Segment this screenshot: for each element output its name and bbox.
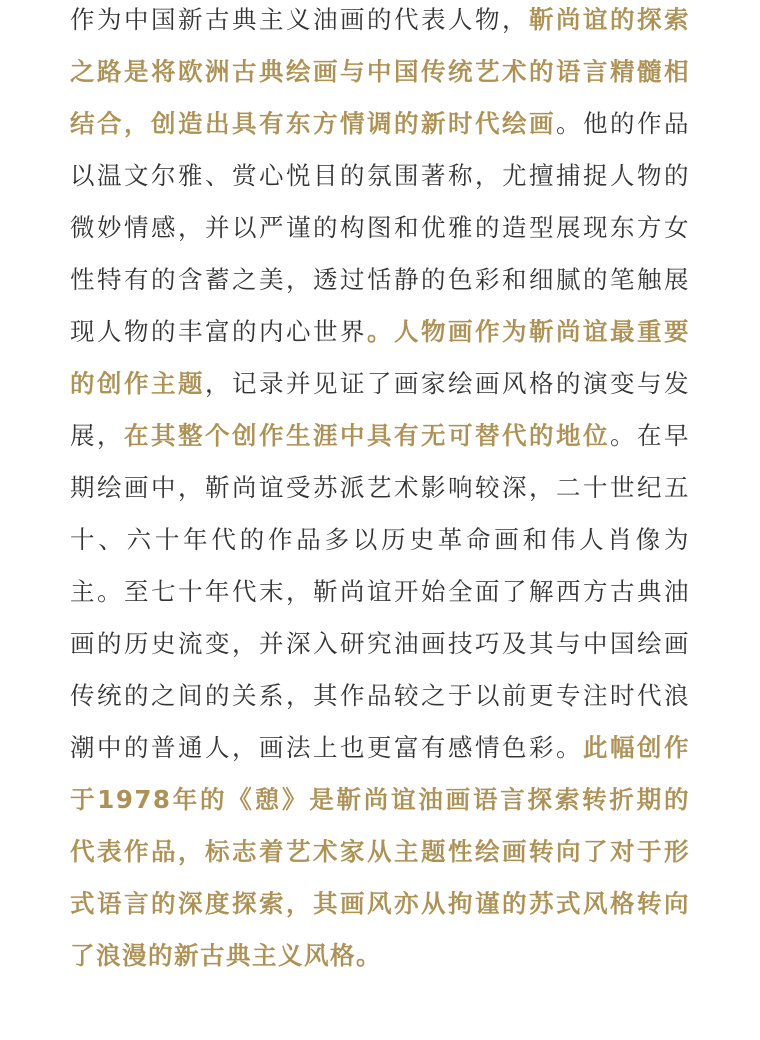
highlighted-text-segment: 此幅创作于1978年的《憩》是靳尚谊油画语言探索转折期的代表作品，标志着艺术家从主题性绘画转向了对于形式语言的深度探索，其画风亦从拘谨的苏式风格转向了浪漫的新古典主义风格。: [70, 733, 690, 970]
text-segment: 。他的作品以温文尔雅、赏心悦目的氛围著称，尤擅捕捉人物的微妙情感，并以严谨的构图和优雅的造型展现东方女性特有的含蓄之美，透过恬静的色彩和细腻的笔触展现人物的丰富的内心世界: [70, 109, 690, 346]
highlighted-text-segment: 靳尚谊的探索之路是将欧洲古典绘画与中国传统艺术的语言精髓相结合，创造出具有东方情调的新时代绘画: [70, 5, 690, 138]
text-segment: 。在早期绘画中，靳尚谊受苏派艺术影响较深，二十世纪五十、六十年代的作品多以历史革命画和伟人肖像为主。至七十年代末，靳尚谊开始全面了解西方古典油画的历史流变，并深入研究油画技巧及其与中国绘画传统的之间的关系，其作品较之于以前更专注时代浪潮中的普通人，画法上也更富有感情色彩。: [70, 421, 690, 762]
highlighted-text-segment: 。人物画作为靳尚谊最重要的创作主题: [70, 317, 690, 398]
text-segment: ，记录并见证了画家绘画风格的演变与发展，: [70, 369, 690, 450]
highlighted-text-segment: 在其整个创作生涯中具有无可替代的地位: [124, 421, 610, 450]
text-segment: 作为中国新古典主义油画的代表人物，: [70, 5, 529, 34]
article-paragraph: [70, 0, 690, 982]
